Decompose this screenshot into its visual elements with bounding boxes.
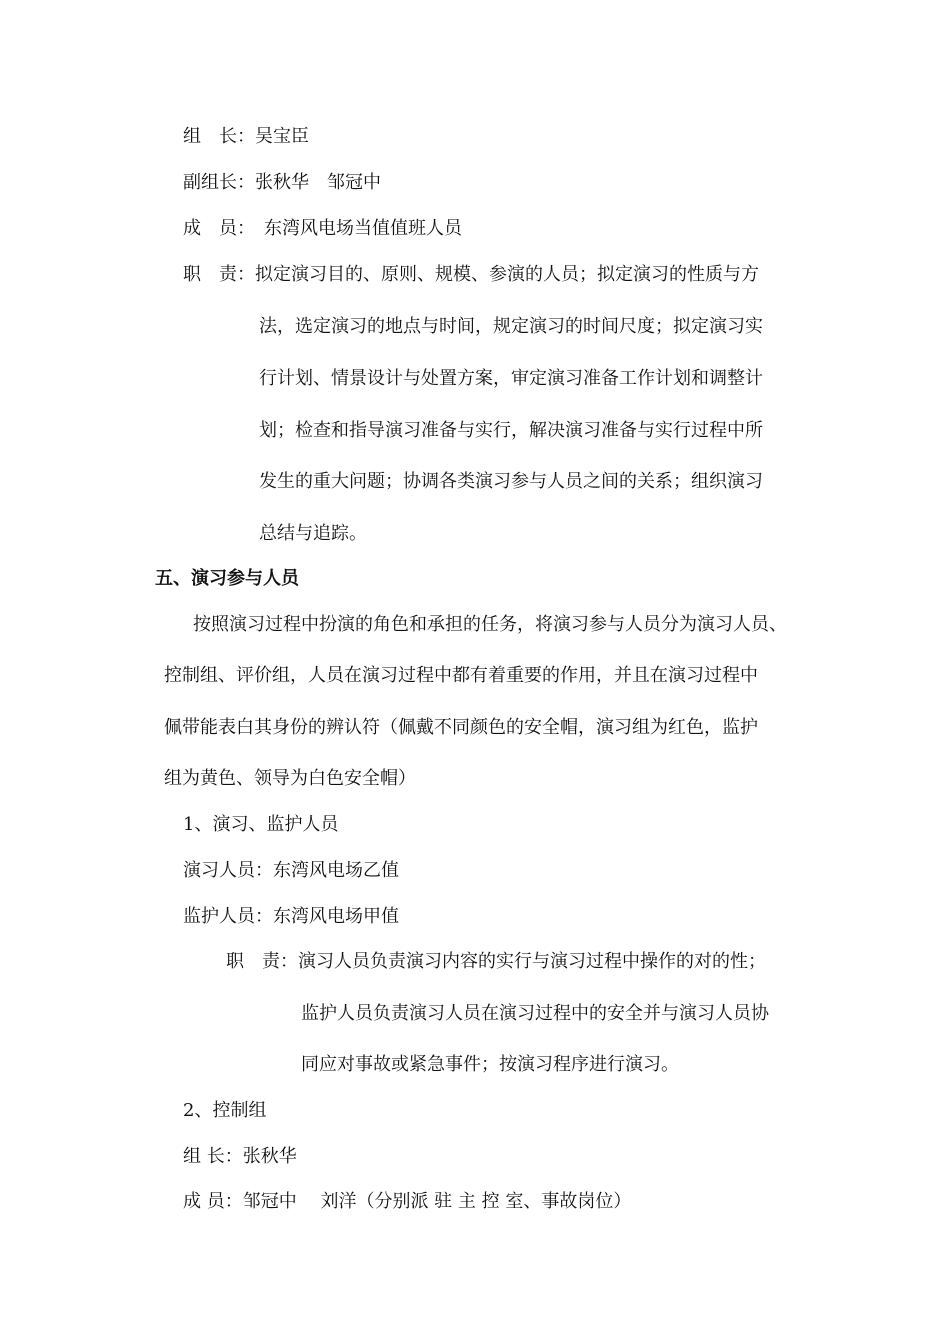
subsection-title: 2、控制组 [183, 1100, 267, 1121]
intro-line: 佩带能表白其身份的辨认符（佩戴不同颜色的安全帽，演习组为红色，监护 [164, 717, 758, 738]
duty-line: 同应对事故或紧急事件；按演习程序进行演习。 [301, 1054, 679, 1075]
duty-line: 法，选定演习的地点与时间，规定演习的时间尺度；拟定演习实 [259, 316, 763, 337]
duty-line: 行计划、情景设计与处置方案，审定演习准备工作计划和调整计 [259, 368, 763, 389]
intro-line: 控制组、评价组，人员在演习过程中都有着重要的作用，并且在演习过程中 [164, 665, 758, 686]
drill-staff: 演习人员：东湾风电场乙值 [183, 860, 399, 881]
group-members: 成 员： 东湾风电场当值值班人员 [183, 218, 462, 239]
duty-line: 总结与追踪。 [259, 523, 367, 544]
vice-group-leader: 副组长：张秋华 邹冠中 [183, 172, 381, 193]
guard-staff: 监护人员：东湾风电场甲值 [183, 906, 399, 927]
duty-line: 划；检查和指导演习准备与实行，解决演习准备与实行过程中所 [259, 420, 763, 441]
control-group-members: 成 员：邹冠中 刘洋（分别派 驻 主 控 室、事故岗位） [183, 1191, 632, 1212]
intro-line: 按照演习过程中扮演的角色和承担的任务，将演习参与人员分为演习人员、 [193, 614, 787, 635]
subsection-title: 1、演习、监护人员 [183, 814, 339, 835]
duty-line: 职 责：拟定演习目的、原则、规模、参演的人员；拟定演习的性质与方 [183, 264, 759, 285]
control-group-leader: 组 长：张秋华 [183, 1146, 297, 1167]
section-heading: 五、演习参与人员 [155, 568, 299, 589]
intro-line: 组为黄色、领导为白色安全帽） [164, 768, 416, 789]
group-leader: 组 长：吴宝臣 [183, 126, 309, 147]
duty-line: 监护人员负责演习人员在演习过程中的安全并与演习人员协 [301, 1003, 769, 1024]
duty-line: 职 责：演习人员负责演习内容的实行与演习过程中操作的对的性； [226, 951, 766, 972]
duty-line: 发生的重大问题；协调各类演习参与人员之间的关系；组织演习 [259, 471, 763, 492]
